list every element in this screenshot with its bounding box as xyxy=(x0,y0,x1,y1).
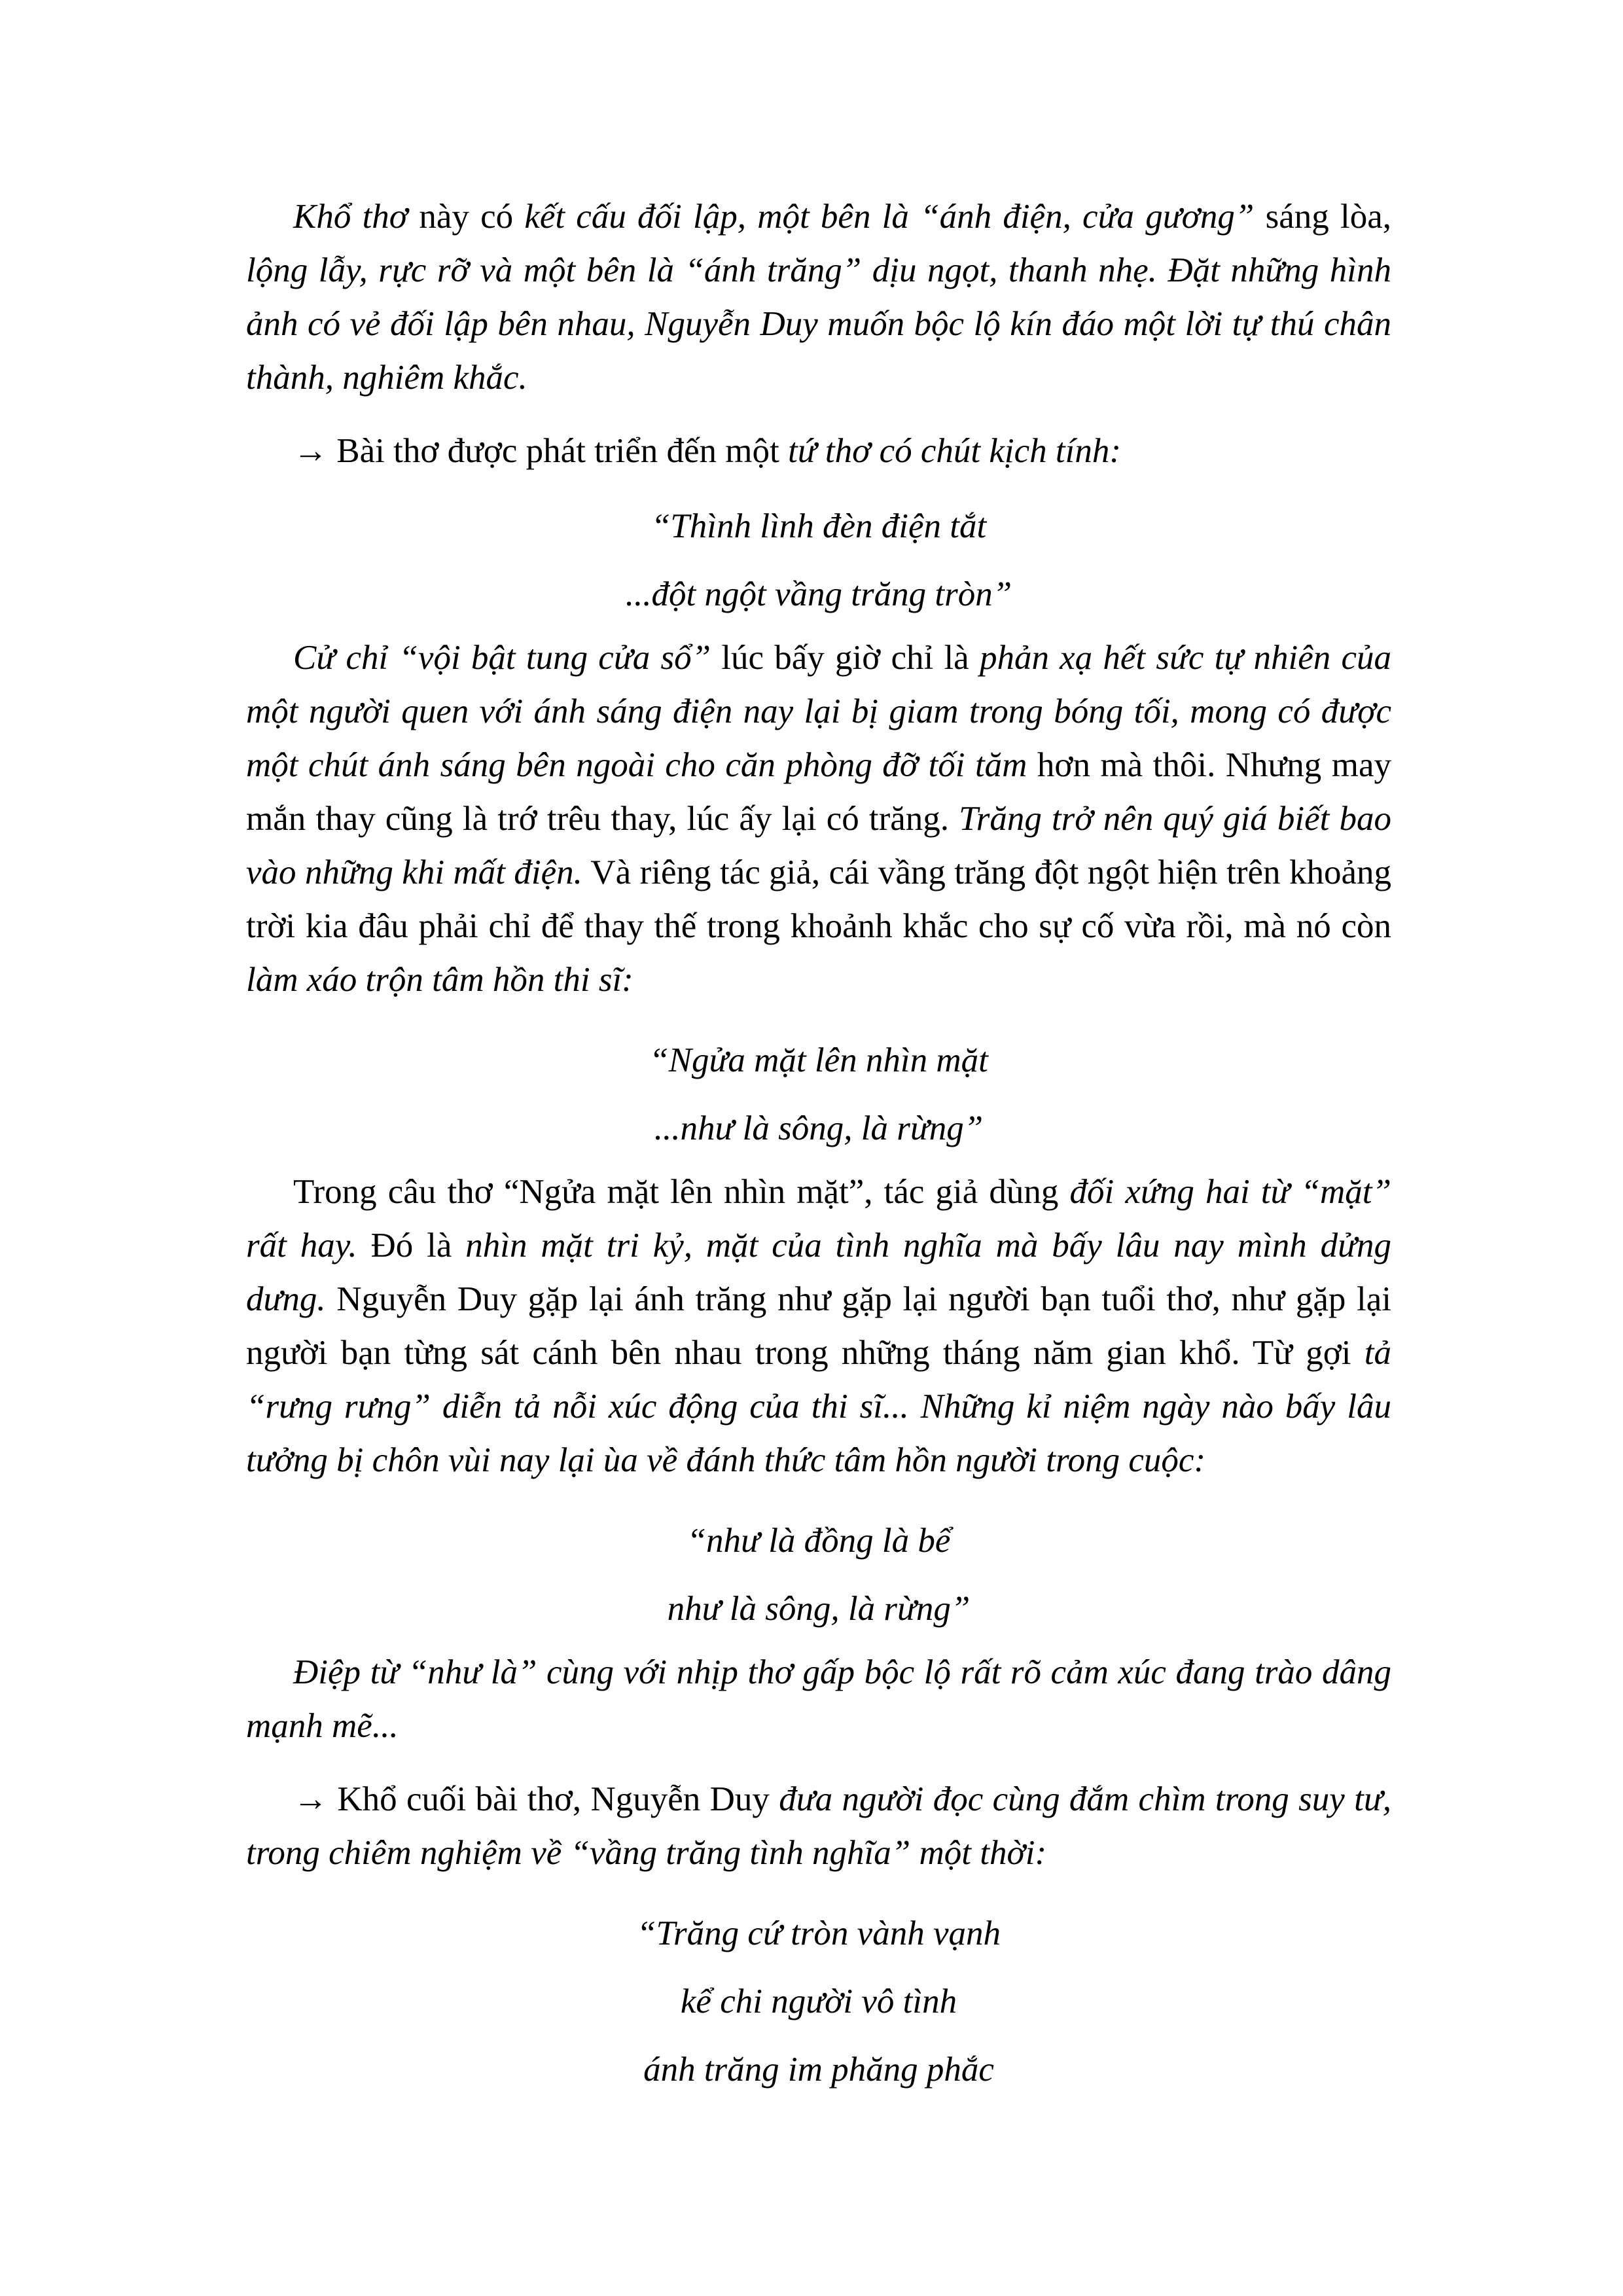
text-run: sáng lòa, xyxy=(1254,198,1391,236)
poem-line: kể chi người vô tình xyxy=(680,1982,957,2020)
text-run: Trong câu thơ “Ngửa mặt lên nhìn mặt”, tác giả dùng xyxy=(293,1173,1070,1211)
poem-line: ánh trăng im phăng phắc xyxy=(643,2051,994,2089)
italic-text-run: tứ thơ có chút kịch tính: xyxy=(787,432,1122,470)
text-run: → Khổ cuối bài thơ, Nguyễn Duy xyxy=(293,1780,779,1818)
paragraph-group-3 xyxy=(246,1165,1391,1487)
poem-line: “Ngửa mặt lên nhìn mặt xyxy=(649,1041,988,1079)
italic-text-run: Điệp từ “như là” cùng với nhịp thơ gấp bộc lộ rất rõ cảm xúc đang trào dâng mạnh mẽ... xyxy=(246,1653,1391,1745)
poem-line: ...như là sông, là rừng” xyxy=(654,1109,984,1147)
italic-text-run: kết cấu đối lập, một bên là “ánh điện, cửa gương” xyxy=(524,198,1255,236)
paragraph-group-4 xyxy=(246,1645,1391,1880)
italic-text-run: đưa người đọc cùng đắm chìm trong suy tư, trong chiêm nghiệm về “vầng trăng tình nghĩa” một thời: xyxy=(246,1780,1391,1872)
poem-line: ...đột ngột vầng trăng tròn” xyxy=(625,575,1012,613)
text-run: lúc bấy giờ chỉ là xyxy=(711,639,980,677)
text-run: hơn mà thôi. Nhưng may mắn thay cũng là trớ trêu thay, lúc ấy lại có trăng. xyxy=(246,746,1391,838)
page-content xyxy=(246,190,1391,2106)
poem-excerpt-2 xyxy=(246,1026,1391,1162)
italic-text-run: lộng lẫy, rực rỡ và một bên là “ánh trăng” dịu ngọt, thanh nhẹ. Đặt những hình ảnh có vẻ đối lập bên nhau, Nguyễn Duy muốn bộc lộ kín đáo một lời tự thú chân thành, nghiêm khắc. xyxy=(246,251,1391,397)
italic-text-run: tả “rưng rưng” diễn tả nỗi xúc động của thi sĩ... Những kỉ niệm ngày nào bấy lâu tưởng bị chôn vùi nay lại ùa về đánh thức tâm hồn người trong cuộc: xyxy=(246,1334,1391,1479)
text-run: này có xyxy=(408,198,525,236)
text-run: Đó là xyxy=(357,1227,466,1265)
text-run: Và riêng tác giả, cái vầng trăng đột ngột hiện trên khoảng trời kia đâu phải chỉ để thay thế trong khoảnh khắc cho sự cố vừa rồi, mà nó còn xyxy=(246,853,1391,945)
text-run: → Bài thơ được phát triển đến một xyxy=(293,432,788,470)
paragraph-group-2 xyxy=(246,631,1391,1007)
poem-line: “Trăng cứ tròn vành vạnh xyxy=(637,1914,1001,1952)
italic-text-run: Cử chỉ “vội bật tung cửa sổ” xyxy=(293,639,711,677)
poem-line: “như là đồng là bể xyxy=(687,1522,951,1560)
body-paragraph xyxy=(246,631,1391,1007)
poem-excerpt-1 xyxy=(246,492,1391,628)
text-run: Nguyễn Duy gặp lại ánh trăng như gặp lại người bạn tuổi thơ, như gặp lại người bạn từng sát cánh bên nhau trong những tháng năm gian khổ. Từ gợi xyxy=(246,1280,1391,1372)
body-paragraph xyxy=(246,424,1391,478)
poem-line: “Thình lình đèn điện tắt xyxy=(651,507,987,545)
poem-excerpt-4 xyxy=(246,1899,1391,2104)
paragraph-group-1 xyxy=(246,190,1391,478)
body-paragraph xyxy=(246,190,1391,404)
poem-line: như là sông, là rừng” xyxy=(667,1590,971,1628)
body-paragraph xyxy=(246,1772,1391,1880)
italic-text-run: đối xứng hai từ “mặt” rất hay. xyxy=(246,1173,1391,1265)
body-paragraph xyxy=(246,1165,1391,1487)
italic-text-run: phản xạ hết sức tự nhiên của một người quen với ánh sáng điện nay lại bị giam trong bóng tối, mong có được một chút ánh sáng bên ngoài cho căn phòng đỡ tối tăm xyxy=(246,639,1392,784)
italic-text-run: Khổ thơ xyxy=(293,198,408,236)
italic-text-run: nhìn mặt tri kỷ, mặt của tình nghĩa mà bấy lâu nay mình dửng dưng. xyxy=(246,1227,1391,1318)
poem-excerpt-3 xyxy=(246,1507,1391,1643)
italic-text-run: Trăng trở nên quý giá biết bao vào những khi mất điện. xyxy=(246,800,1391,891)
italic-text-run: làm xáo trộn tâm hồn thi sĩ: xyxy=(246,961,633,999)
body-paragraph xyxy=(246,1645,1391,1753)
